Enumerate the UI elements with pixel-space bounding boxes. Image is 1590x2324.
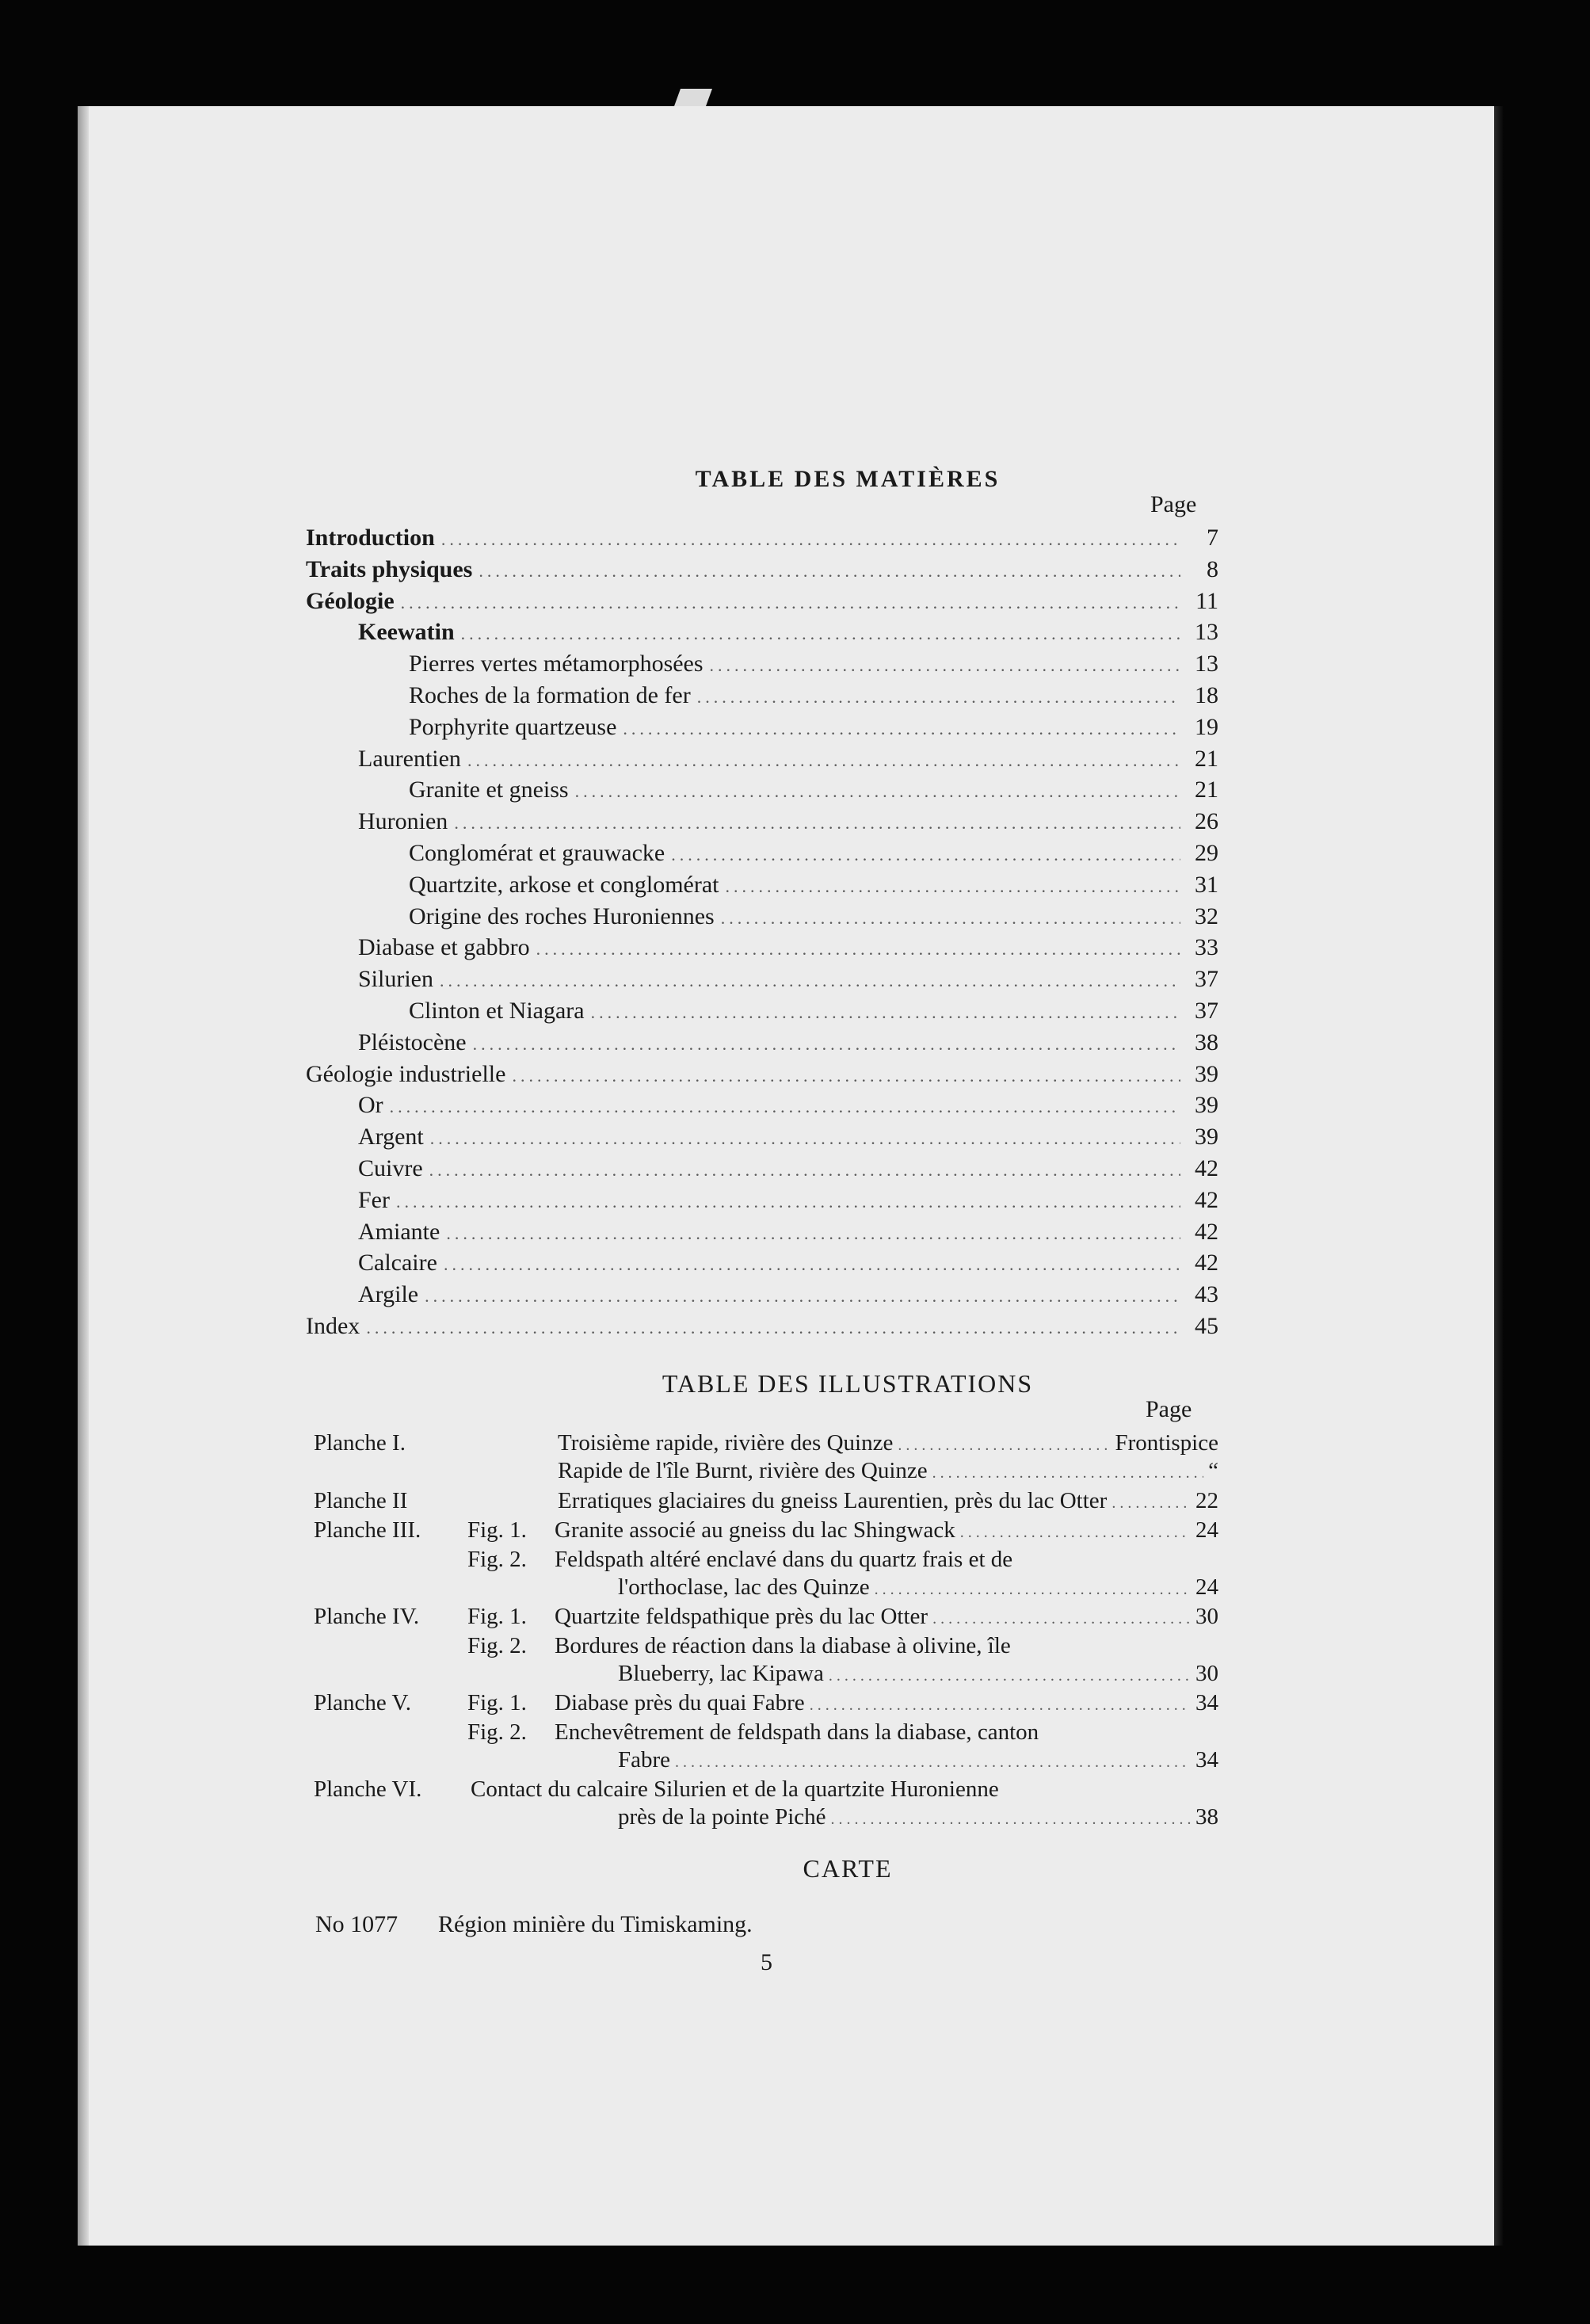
leader-dots [473, 1029, 1180, 1059]
illustration-caption: Rapide de l'île Burnt, rivière des Quinze [558, 1458, 928, 1483]
illustration-line [555, 1517, 1218, 1547]
illustrations-title: TABLE DES ILLUSTRATIONS [662, 1369, 1034, 1398]
illustration-line [555, 1689, 1218, 1719]
toc-entry-page: 39 [1195, 1060, 1218, 1087]
toc-entry [306, 1311, 1218, 1341]
illustration-caption: l'orthoclase, lac des Quinze [618, 1574, 870, 1600]
leader-dots [898, 1432, 1110, 1460]
illustration-page: 22 [1195, 1488, 1218, 1513]
leader-dots [430, 1124, 1180, 1154]
illustration-caption: Bordures de réaction dans la diabase à olivine, île [555, 1633, 1011, 1658]
illustration-caption: Feldspath altéré enclavé dans du quartz frais et de [555, 1547, 1013, 1572]
leader-dots [810, 1692, 1191, 1719]
toc-entry-page: 21 [1195, 745, 1218, 772]
illustration-line [471, 1776, 1218, 1803]
page-number: 5 [761, 1949, 772, 1975]
carte-entry-number: No 1077 [315, 1911, 398, 1937]
toc-entry-page: 39 [1195, 1124, 1218, 1151]
toc-entry-label: Silurien [358, 966, 433, 993]
illustration-plate: Planche V. [314, 1690, 411, 1715]
leader-dots [831, 1806, 1191, 1834]
toc-entry-page: 26 [1195, 808, 1218, 835]
leader-dots [960, 1519, 1191, 1547]
toc-entry-label: Porphyrite quartzeuse [409, 713, 617, 740]
illustration-line [618, 1746, 1218, 1776]
toc-entry-page: 43 [1195, 1281, 1218, 1308]
toc-entry [409, 902, 1218, 932]
illustration-caption: Quartzite feldspathique près du lac Otter [555, 1604, 928, 1629]
illustration-line [555, 1546, 1218, 1574]
illustration-caption: près de la pointe Piché [618, 1804, 826, 1830]
toc-entry-label: Géologie industrielle [306, 1060, 506, 1087]
leader-dots [479, 556, 1180, 586]
toc-entry-label: Pierres vertes métamorphosées [409, 651, 703, 677]
toc-entry-label: Fer [358, 1186, 390, 1213]
toc-entry-page: 42 [1195, 1155, 1218, 1181]
leader-dots [829, 1662, 1191, 1690]
carte-entry-text: Région minière du Timiskaming. [438, 1911, 753, 1937]
toc-page-label: Page [1150, 491, 1197, 517]
illustration-page: Frontispice [1115, 1430, 1218, 1456]
illustration-line [555, 1632, 1218, 1660]
toc-entry-page: 31 [1195, 871, 1218, 898]
illustration-page: 24 [1195, 1517, 1218, 1543]
toc-entry-page: 37 [1195, 998, 1218, 1024]
toc-entry [306, 555, 1218, 585]
carte-title: CARTE [803, 1854, 893, 1883]
illustration-line [618, 1660, 1218, 1690]
toc-entry [409, 775, 1218, 805]
illustration-page: 38 [1195, 1804, 1218, 1830]
toc-entry-label: Diabase et gabbro [358, 934, 530, 961]
leader-dots [932, 1460, 1203, 1487]
toc-entry [306, 586, 1218, 616]
toc-entry [358, 807, 1218, 837]
leader-dots [425, 1281, 1180, 1311]
illustration-figure-label: Fig. 1. [467, 1690, 527, 1715]
toc-entry-page: 13 [1195, 651, 1218, 677]
toc-entry [306, 1059, 1218, 1089]
toc-entry-page: 8 [1207, 555, 1218, 582]
toc-entry-label: Keewatin [358, 619, 455, 646]
toc-entry [358, 1185, 1218, 1215]
toc-entry [358, 1280, 1218, 1310]
leader-dots [575, 777, 1180, 807]
toc-entry-page: 42 [1195, 1186, 1218, 1213]
illustration-line [558, 1487, 1218, 1517]
toc-entry [306, 523, 1218, 553]
toc-entry [409, 870, 1218, 900]
leader-dots [429, 1155, 1180, 1185]
illustration-page: 30 [1195, 1661, 1218, 1686]
toc-entry-page: 19 [1195, 713, 1218, 740]
illustration-page: 24 [1195, 1574, 1218, 1600]
illustration-figure-label: Fig. 1. [467, 1517, 527, 1543]
illustration-plate: Planche IV. [314, 1604, 420, 1629]
illustration-caption: Blueberry, lac Kipawa [618, 1661, 824, 1686]
leader-dots [1111, 1490, 1191, 1517]
toc-entry-page: 21 [1195, 777, 1218, 803]
leader-dots [710, 651, 1180, 681]
toc-entry-label: Introduction [306, 525, 435, 551]
illustration-figure-label: Fig. 2. [467, 1719, 527, 1745]
leader-dots [446, 1219, 1180, 1249]
toc-entry [409, 996, 1218, 1026]
toc-entry-label: Roches de la formation de fer [409, 682, 691, 708]
leader-dots [623, 714, 1180, 744]
illustration-line [558, 1429, 1218, 1460]
leader-dots [401, 588, 1180, 618]
illustration-plate: Planche I. [314, 1430, 406, 1456]
toc-entry-page: 42 [1195, 1218, 1218, 1245]
leader-dots [390, 1092, 1180, 1122]
toc-entry [358, 617, 1218, 647]
toc-entry [358, 1154, 1218, 1184]
illustration-page: “ [1208, 1458, 1218, 1483]
illustration-caption: Enchevêtrement de feldspath dans la diabase, canton [555, 1719, 1039, 1745]
toc-entry [409, 681, 1218, 711]
toc-entry-label: Argent [358, 1124, 424, 1151]
illustration-page: 30 [1195, 1604, 1218, 1629]
illustration-plate: Planche III. [314, 1517, 421, 1543]
toc-entry-page: 38 [1195, 1028, 1218, 1055]
page-shadow [1494, 106, 1504, 2246]
leader-dots [726, 872, 1181, 902]
leader-dots [675, 1749, 1191, 1776]
leader-dots [366, 1313, 1180, 1343]
scan-artifact [674, 89, 712, 106]
leader-dots [671, 840, 1180, 870]
toc-entry-label: Amiante [358, 1218, 440, 1245]
toc-entry-label: Or [358, 1092, 383, 1119]
toc-entry-label: Calcaire [358, 1250, 437, 1276]
illustration-page: 34 [1195, 1690, 1218, 1715]
illustration-figure-label: Fig. 2. [467, 1547, 527, 1572]
toc-entry [358, 1248, 1218, 1278]
leader-dots [454, 808, 1180, 838]
toc-entry-page: 32 [1195, 903, 1218, 929]
toc-entry-page: 7 [1207, 525, 1218, 551]
illustration-caption: Contact du calcaire Silurien et de la quartzite Huronienne [471, 1776, 999, 1802]
toc-entry-label: Origine des roches Huroniennes [409, 903, 715, 929]
toc-entry-label: Cuivre [358, 1155, 423, 1181]
toc-entry-page: 42 [1195, 1250, 1218, 1276]
illustration-line [558, 1457, 1218, 1487]
illustration-caption: Fabre [618, 1747, 671, 1773]
toc-entry-page: 18 [1195, 682, 1218, 708]
page-binding-edge [78, 106, 89, 2246]
leader-dots [721, 903, 1180, 933]
toc-entry [358, 933, 1218, 963]
toc-entry-label: Argile [358, 1281, 419, 1308]
toc-entry [358, 1217, 1218, 1247]
toc-entry-label: Géologie [306, 587, 395, 614]
leader-dots [697, 682, 1180, 712]
toc-entry [358, 1122, 1218, 1152]
toc-entry [358, 1028, 1218, 1058]
illustration-line [555, 1719, 1218, 1746]
illustration-plate: Planche VI. [314, 1776, 422, 1802]
illustration-figure-label: Fig. 1. [467, 1604, 527, 1629]
illustration-caption: Troisième rapide, rivière des Quinze [558, 1430, 894, 1456]
leader-dots [512, 1061, 1180, 1091]
toc-entry-page: 45 [1195, 1313, 1218, 1339]
toc-entry-page: 29 [1195, 840, 1218, 866]
illustration-line [618, 1574, 1218, 1604]
toc-entry-page: 37 [1195, 966, 1218, 993]
toc-entry-page: 39 [1195, 1092, 1218, 1119]
leader-dots [396, 1187, 1180, 1217]
leader-dots [444, 1250, 1180, 1280]
leader-dots [467, 746, 1180, 776]
illustrations-page-label: Page [1146, 1396, 1192, 1422]
toc-entry-label: Granite et gneiss [409, 777, 569, 803]
illustration-caption: Granite associé au gneiss du lac Shingwack [555, 1517, 955, 1543]
illustration-line [618, 1803, 1218, 1834]
toc-entry-label: Traits physiques [306, 555, 473, 582]
leader-dots [932, 1605, 1191, 1633]
leader-dots [875, 1576, 1191, 1604]
toc-entry [409, 838, 1218, 868]
leader-dots [536, 934, 1180, 964]
toc-entry-label: Huronien [358, 808, 448, 835]
leader-dots [441, 525, 1180, 555]
toc-entry-label: Laurentien [358, 745, 461, 772]
toc-entry-label: Conglomérat et grauwacke [409, 840, 665, 866]
toc-entry [358, 1090, 1218, 1120]
illustration-caption: Diabase près du quai Fabre [555, 1690, 805, 1715]
toc-entry [409, 712, 1218, 742]
toc-entry-label: Quartzite, arkose et conglomérat [409, 871, 719, 898]
illustration-page: 34 [1195, 1747, 1218, 1773]
toc-entry [409, 649, 1218, 679]
toc-entry-page: 11 [1195, 587, 1218, 614]
toc-entry-page: 13 [1195, 619, 1218, 646]
toc-entry [358, 744, 1218, 774]
leader-dots [440, 966, 1180, 996]
leader-dots [591, 998, 1180, 1028]
illustration-plate: Planche II [314, 1488, 408, 1513]
toc-title: TABLE DES MATIÈRES [695, 466, 1001, 492]
toc-entry-label: Clinton et Niagara [409, 998, 585, 1024]
illustration-caption: Erratiques glaciaires du gneiss Laurentien, près du lac Otter [558, 1488, 1108, 1513]
illustration-figure-label: Fig. 2. [467, 1633, 527, 1658]
toc-entry-label: Index [306, 1313, 360, 1339]
toc-entry-page: 33 [1195, 934, 1218, 961]
illustration-line [555, 1603, 1218, 1633]
toc-entry [358, 964, 1218, 994]
leader-dots [461, 619, 1180, 649]
toc-entry-label: Pléistocène [358, 1028, 467, 1055]
